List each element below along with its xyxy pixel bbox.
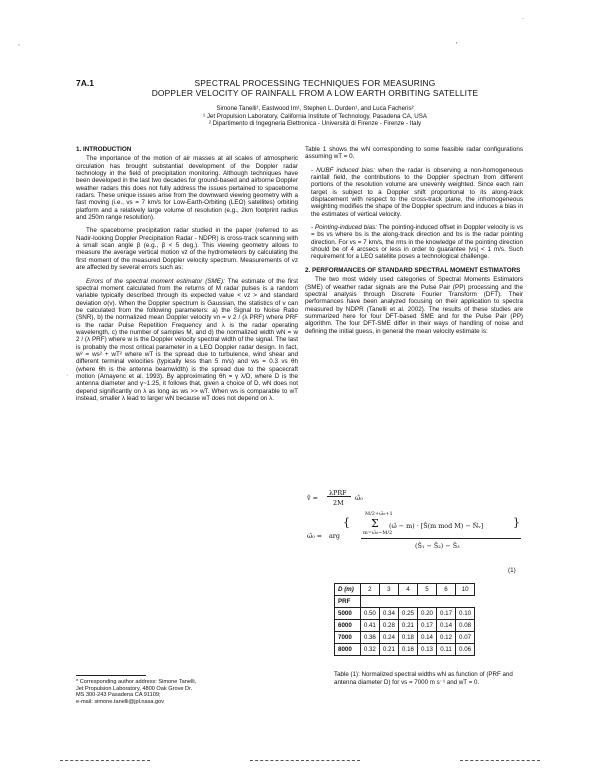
table-row-label: 7000	[335, 632, 361, 644]
nubf-text: when the radar is observing a non-homogeneous rainfall field, the contributions to the Doppler spectrum from different portions of the resolution volume are unevenly weighted. Since each rain target is subject to a Doppler shift proportional to its along-track displacement with respect to the cross-track plane, the inhomogeneous weighting modifies the shape of the Doppler spectrum and induces a bias in the estimates of vertical velocity.	[311, 166, 524, 218]
table-cell: 0.21	[379, 644, 398, 656]
eq-lhs-2: ω̂₀ =	[307, 532, 323, 540]
table-col-header: 4	[398, 584, 417, 596]
table-col-header: 6	[437, 584, 456, 596]
sme-error-label: Errors of the spectral moment estimator (SME):	[86, 277, 225, 285]
section-2-title: 2. PERFORMANCES OF STANDARD SPECTRAL MOMENT ESTIMATORS	[305, 266, 521, 274]
table-cell: 0.14	[437, 620, 456, 632]
footnote-line: e-mail: simone.tanelli@jpl.nasa.gov	[76, 698, 165, 705]
nubf-label: NUBF induced bias:	[316, 166, 375, 174]
eq-sum-bot: m=ω̄₀−M/2	[363, 530, 393, 536]
eq-lhs-1: v̂ =	[307, 494, 318, 502]
eq-omega: ω̂₀	[355, 494, 363, 502]
table-row-label: 6000	[335, 620, 361, 632]
footnote	[76, 679, 298, 705]
table-cell: 0.36	[360, 632, 379, 644]
table-cell: 0.18	[398, 632, 417, 644]
table-caption: Table (1): Normalized spectral widths wN as function of (PRF and antenna diameter D) for vs = 7000 m s⁻¹ and wT = 0.	[334, 671, 513, 686]
pointing-label: Pointing-induced bias:	[314, 224, 378, 232]
table-row	[335, 644, 475, 656]
eq-denominator: (Ŝ₁ − Ŝ₂) − Ŝ₃	[415, 542, 460, 550]
author-block	[120, 105, 510, 128]
scan-edge-mark	[250, 760, 360, 762]
paper-id: 7A.1	[76, 78, 94, 88]
width-table	[334, 583, 475, 656]
table-cell: 0.24	[379, 632, 398, 644]
table-header-row	[335, 584, 475, 596]
eq-arg: arg	[329, 532, 340, 540]
table-cell: 0.21	[398, 620, 417, 632]
affiliation-1: ¹ Jet Propulsion Laboratory, California Institute of Technology, Pasadena CA, USA	[203, 112, 427, 120]
table-cell: 0.28	[379, 620, 398, 632]
pointing-text: The pointing-induced offset in Doppler velocity is vs = bs vs where bs is the along-track direction and bs is the radar pointing direction. For vs = 7 km/s, the rms in the knowledge of the pointing direction should be of 4 arcsecs or less in order to guarantee |vs| < 1 m/s. Such requirement for a LEO satellite poses a technological challenge.	[311, 224, 523, 261]
bullet-pointing: - Pointing-induced bias: The pointing-induced offset in Doppler velocity is vs = bs vs where bs is the along-track direction and bs is the radar pointing direction. For vs = 7 km/s, the rms in the knowledge of the pointing direction should be of 4 arcsecs or less in order to guarantee |vs| < 1 m/s. Such requirement for a LEO satellite poses a technological challenge.	[311, 224, 523, 261]
table-cell: 0.10	[456, 608, 475, 620]
table-prf-label-row	[335, 596, 475, 608]
table-row	[335, 620, 475, 632]
table-cell: 0.13	[417, 644, 436, 656]
table-cell: 0.11	[437, 644, 456, 656]
table-cell: 0.32	[360, 644, 379, 656]
table-cell: 0.34	[379, 608, 398, 620]
table-col-header: 5	[417, 584, 436, 596]
table-cell: 0.06	[456, 644, 475, 656]
table-row	[335, 608, 475, 620]
sme-error-paragraph	[76, 278, 298, 403]
eq-sum-top: M/2+ω̄₀+1	[365, 511, 393, 517]
eq-numerator: (ω̂ − m) · [Ŝ(m mod M) − N̂ᵥ]	[389, 522, 484, 530]
footnote-rule	[76, 675, 146, 676]
table-cell: 0.25	[398, 608, 417, 620]
table-cell: 0.12	[437, 632, 456, 644]
table-row	[335, 632, 475, 644]
table-cell: 0.50	[360, 608, 379, 620]
footnote-line: MS 300-243 Pasadena CA 91109;	[76, 692, 161, 699]
scan-speck: ,	[18, 40, 20, 47]
bullet-nubf: - NUBF induced bias: when the radar is observing a non-homogeneous rainfall field, the contributions to the Doppler spectrum from different portions of the resolution volume are unevenly weighted. Since each rain target is subject to a Doppler shift proportional to its along-track displacement with respect to the cross-track plane, the inhomogeneous weighting modifies the shape of the Doppler spectrum and induces a bias in the estimates of vertical velocity.	[311, 166, 524, 218]
title-line-1: SPECTRAL PROCESSING TECHNIQUES FOR MEASURING	[194, 78, 436, 88]
equation-block: v̂ = λPRF 2M ω̂₀ ω̂₀ = arg { M/2+ω̄₀+1 Σ m=ω̄₀−M/2 (ω̂ − m) · [Ŝ(m mod M) − N̂ᵥ] (Ŝ₁ − Ŝ₂) − Ŝ₃ }	[307, 489, 520, 550]
paper-title	[110, 78, 520, 98]
table-cell: 0.14	[417, 632, 436, 644]
scan-speck: '	[456, 42, 458, 49]
scan-edge-mark	[60, 760, 150, 762]
intro-paragraph-2: The spaceborne precipitation radar studied in the paper (referred to as Nadir-looking Doppler Precipitation Radar - NDPR) is cross-track scanning with a small scan angle β (e.g., β < 5 deg.). This viewing geometry allows to measure the average vertical motion vz of the hydrometeors by calculating the first moment of the measured Doppler velocity spectrum. Measurements of vz are affected by several errors such as:	[76, 227, 298, 272]
title-line-2: DOPPLER VELOCITY OF RAINFALL FROM A LOW EARTH ORBITING SATELLITE	[151, 88, 479, 98]
table-corner	[335, 584, 361, 596]
scan-speck: .	[522, 14, 524, 21]
table-corner-bottom: PRF	[335, 596, 361, 608]
sme-error-text: The estimate of the first spectral moment calculated from the returns of M radar pulses is a random variable typically described through its expected value < vz > and standard deviation σ(v). When the Doppler spectrum is Gaussian, the statistics of v can be calculated from the following parameters: a) the Signal to Noise Ratio (SNR), b) the normalized mean Doppler velocity vn = v 2 / (λ PRF) where PRF is the radar Pulse Repetition Frequency and λ is the radar operating wavelength, c) the number of samples M, and d) the normalized width wN = w 2 / (λ PRF) where w is the Doppler velocity spectral width of the signal. The last is probably the most critical parameter in a LEO Doppler radar design. In fact, w² = ws² + wT² where wT is the spread due to turbulence, wind shear and different terminal velocities (typically less than 5 m/s) and ws = 0.3 vs θh (where θh is the antenna beamwidth) is the spread due to the spacecraft motion (Amayenc et al. 1993). By approximating θh = γ λ/D, where D is the antenna diameter and γ~1.25, it follows that, given a choice of D, wN does not depend significantly on λ as long as ws >> wT. When ws is comparable to wT instead, smaller λ lead to larger wN because wT does not depend on λ.	[76, 277, 299, 402]
table-cell: 0.17	[417, 620, 436, 632]
eq-frac-den: 2M	[333, 499, 344, 507]
scan-speck: ·	[66, 372, 69, 379]
footnote-line: Jet Propulsion Laboratory, 4800 Oak Grove Dr.	[76, 685, 193, 692]
table-col-header: 2	[360, 584, 379, 596]
table-row-label: 5000	[335, 608, 361, 620]
left-column	[76, 146, 298, 408]
table-cell: 0.41	[360, 620, 379, 632]
eq-frac-num: λPRF	[329, 489, 347, 497]
intro-paragraph-1: The importance of the motion of air masses at all scales of atmospheric circulation has brought substantial development of the Doppler radar technology in the field of precipitation monitoring. Although techniques have been developed in the last two decades for ground-based and airborne Doppler weather radars this does not fully address the issues pertained to spaceborne radars. These unique issues arise from the downward viewing geometry with a fast moving (i.e., vs = 7 km/s for Low-Earth-Orbiting (LEO) satellites) orbiting platform and a relatively large volume of resolution (e.g., 2km footprint radius and 250m range resolution).	[76, 155, 298, 222]
section-1-title: 1. INTRODUCTION	[76, 146, 132, 153]
sme-paragraph: The two most widely used categories of Spectral Moments Estimators (SME) of weather radar signals are the Pulse Pair (PP) processing and the spectral analysis through Discrete Fourier Transform (DFT). Their performances have been analyzed focusing on their application to spectra measured by NDPR (Tanelli et al. 2002). The results of these studies are summarized here for four DFT-based SME and for the Pulse Pair (PP) algorithm. The four DFT-SME differ in their ways of handling of noise and defining the initial guess, in general the mean velocity estimate is:	[305, 276, 523, 335]
footnote-line: * Corresponding author address: Simone Tanelli,	[76, 679, 197, 685]
table-cell: 0.07	[456, 632, 475, 644]
table-corner-top: D (m)	[338, 586, 354, 593]
table-col-header: 3	[379, 584, 398, 596]
table-cell: 0.17	[437, 608, 456, 620]
table-cell: 0.20	[417, 608, 436, 620]
table-cell: 0.08	[456, 620, 475, 632]
authors: Simone Tanelli¹, Eastwood Im¹, Stephen L. Durden¹, and Luca Facheris²	[216, 105, 414, 112]
scan-edge-mark	[460, 760, 540, 762]
table-cell: 0.16	[398, 644, 417, 656]
table-col-header: 10	[456, 584, 475, 596]
table-row-label: 8000	[335, 644, 361, 656]
right-column	[305, 146, 523, 341]
table-intro: Table 1 shows the wN corresponding to some feasible radar configurations assuming wT = 0.	[305, 146, 523, 161]
affiliation-2: ² Dipartimento di Ingegneria Elettronica - Università di Firenze - Firenze - Italy	[208, 120, 422, 128]
equation-number: (1)	[508, 567, 516, 574]
